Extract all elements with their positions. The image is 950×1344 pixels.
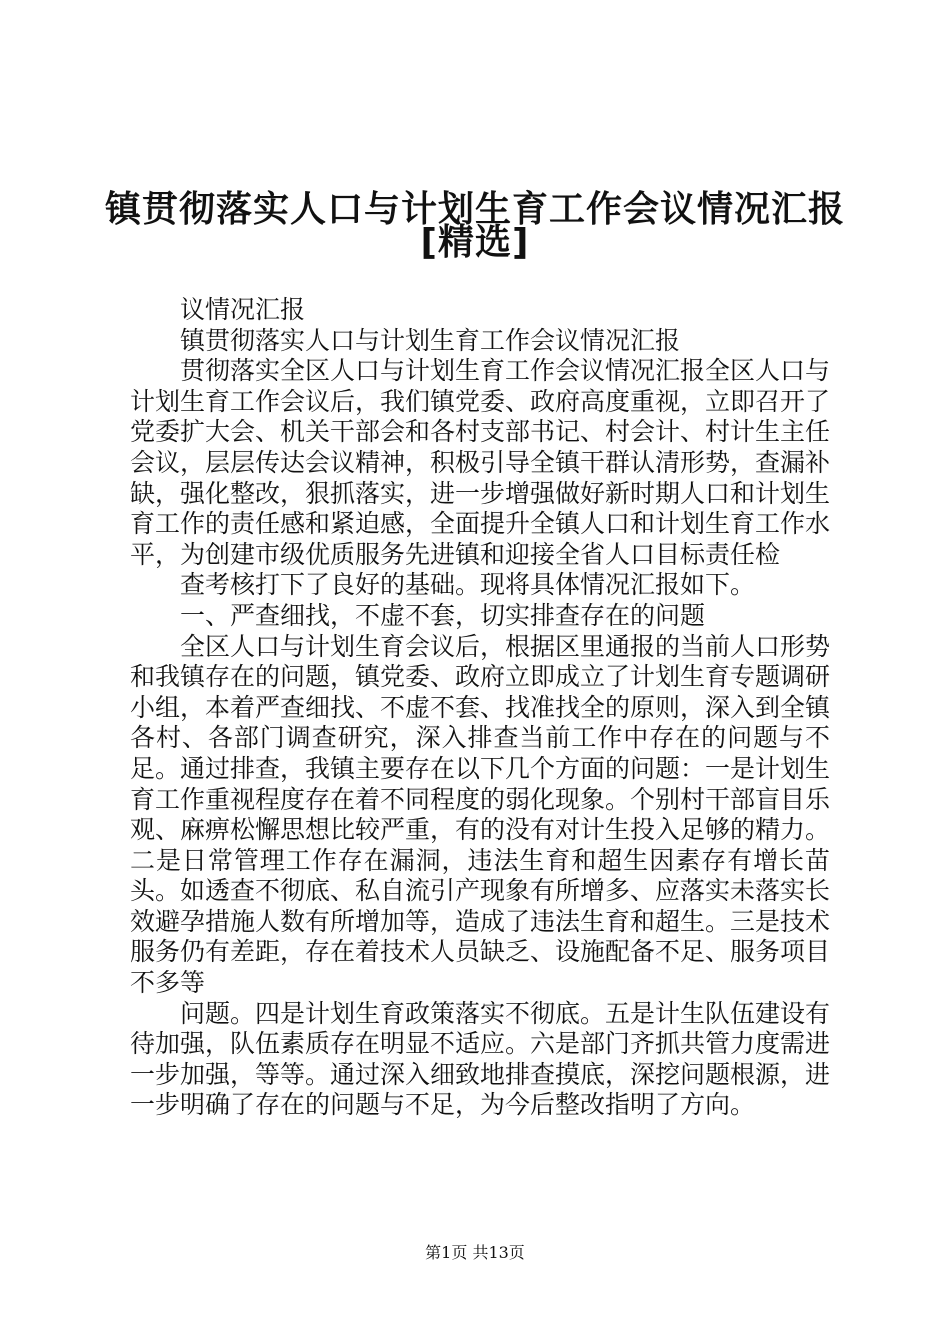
paragraph: 查考核打下了良好的基础。现将具体情况汇报如下。 (180, 570, 756, 600)
paragraph: 问题。四是计划生育政策落实不彻底。五是计生队伍建设有待加强，队伍素质存在明显不适应。六是部门齐抓共管力度需进一步加强，等等。通过深入细致地排查摸底，深挖问题根源，进一步明确了存在的问题与不足，为今后整改指明了方向。 (130, 998, 831, 1120)
paragraph: 贯彻落实全区人口与计划生育工作会议情况汇报全区人口与计划生育工作会议后，我们镇党委、政府高度重视，立即召开了党委扩大会、机关干部会和各村支部书记、村会计、村计生主任会议，层层传达会议精神，积极引导全镇干群认清形势，查漏补缺，强化整改，狠抓落实，进一步增强做好新时期人口和计划生育工作的责任感和紧迫感，全面提升全镇人口和计划生育工作水平，为创建市级优质服务先进镇和迎接全省人口目标责任检 (130, 356, 831, 569)
document-title-line1: 镇贯彻落实人口与计划生育工作会议情况汇报 (104, 189, 845, 230)
paragraph: 全区人口与计划生育会议后，根据区里通报的当前人口形势和我镇存在的问题，镇党委、政府立即成立了计划生育专题调研小组，本着严查细找、不虚不套、找准找全的原则，深入到全镇各村、各部门调查研究，深入排查当前工作中存在的问题与不足。通过排查，我镇主要存在以下几个方面的问题：一是计划生育工作重视程度存在着不同程度的弱化现象。个别村干部盲目乐观、麻痹松懈思想比较严重，有的没有对计生投入足够的精力。二是日常管理工作存在漏洞，违法生育和超生因素存有增长苗头。如透查不彻底、私自流引产现象有所增多、应落实未落实长效避孕措施人数有所增加等，造成了违法生育和超生。三是技术服务仍有差距，存在着技术人员缺乏、设施配备不足、服务项目不多等 (130, 631, 831, 998)
paragraph: 议情况汇报 (180, 295, 306, 324)
section-heading: 一、严查细找，不虚不套，切实排查存在的问题 (180, 600, 706, 630)
document-body (130, 295, 830, 1121)
document-title-line2: [精选] (420, 222, 530, 263)
paragraph: 镇贯彻落实人口与计划生育工作会议情况汇报 (180, 325, 681, 355)
page-footer: 第1页 共13页 (425, 1243, 525, 1262)
